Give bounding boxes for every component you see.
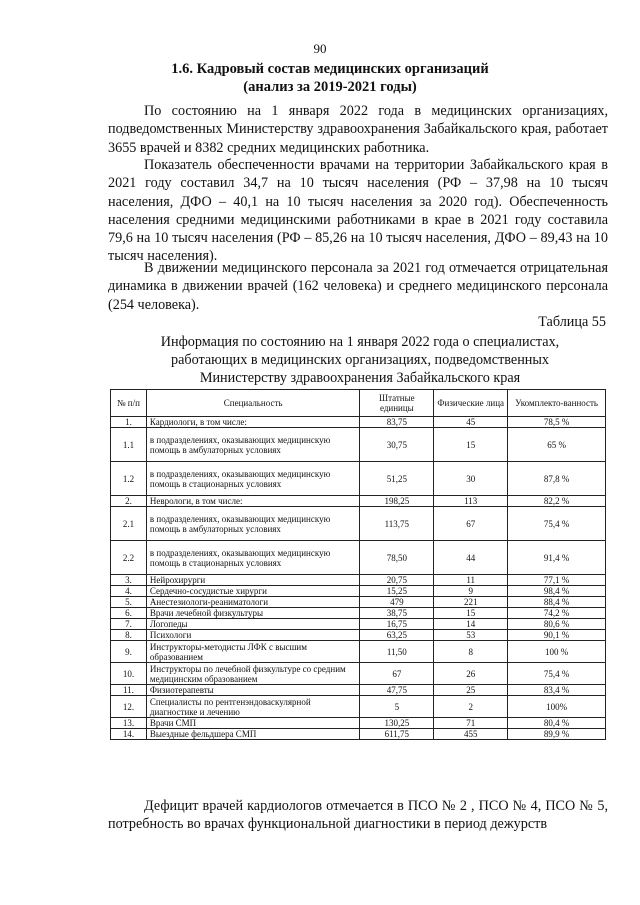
cell-physical-persons: 8 [434,641,508,663]
cell-num: 9. [111,641,147,663]
cell-specialty: Кардиологи, в том числе: [146,417,360,428]
specialists-table [110,389,606,740]
cell-staff-units: 30,75 [360,428,434,462]
cell-staff-units: 63,25 [360,630,434,641]
cell-physical-persons: 25 [434,685,508,696]
cell-staffing-level: 80,4 % [508,718,606,729]
cell-specialty: в подразделениях, оказывающих медицинскую помощь в амбулаторных условиях [146,428,360,462]
table-label: Таблица 55 [538,314,606,330]
table-row [111,507,606,541]
table-row [111,630,606,641]
page-number: 90 [313,41,327,56]
cell-staff-units: 130,25 [360,718,434,729]
cell-physical-persons: 9 [434,586,508,597]
section-heading [100,60,560,96]
cell-physical-persons: 44 [434,541,508,575]
cell-specialty: Анестезиологи-реаниматологи [146,597,360,608]
table-row [111,428,606,462]
cell-num: 10. [111,663,147,685]
cell-num: 1. [111,417,147,428]
cell-specialty: Сердечно-сосудистые хирурги [146,586,360,597]
table-row [111,462,606,496]
cell-staffing-level: 82,2 % [508,496,606,507]
caption-line-1: Информация по состоянию на 1 января 2022 года о специалистах, [160,334,560,350]
cell-staffing-level: 87,8 % [508,462,606,496]
cell-num: 8. [111,630,147,641]
cell-num: 5. [111,597,147,608]
cell-num: 13. [111,718,147,729]
cell-staffing-level: 75,4 % [508,507,606,541]
cell-specialty: Специалисты по рентгенэндоваскулярной диагностике и лечению [146,696,360,718]
header-num: № п/п [111,390,147,417]
table-row [111,685,606,696]
paragraph-personnel-movement: В движении медицинского персонала за 2021 год отмечается отрицательная динамика в движении врачей (162 человека) и среднего медицинского персонала (254 человека). [108,260,608,313]
table-row [111,597,606,608]
table-caption [120,333,600,387]
cell-staff-units: 51,25 [360,462,434,496]
cell-staff-units: 5 [360,696,434,718]
table-row [111,575,606,586]
cell-staff-units: 20,75 [360,575,434,586]
table-row [111,608,606,619]
cell-staff-units: 47,75 [360,685,434,696]
cell-specialty: Врачи СМП [146,718,360,729]
cell-staffing-level: 100% [508,696,606,718]
cell-num: 2.1 [111,507,147,541]
cell-specialty: Инструкторы-методисты ЛФК с высшим образованием [146,641,360,663]
cell-physical-persons: 26 [434,663,508,685]
cell-staffing-level: 80,6 % [508,619,606,630]
cell-num: 11. [111,685,147,696]
cell-staff-units: 113,75 [360,507,434,541]
cell-physical-persons: 11 [434,575,508,586]
header-specialty: Специальность [146,390,360,417]
cell-physical-persons: 45 [434,417,508,428]
cell-specialty: Нейрохирурги [146,575,360,586]
paragraph-provision-rate: Показатель обеспеченности врачами на территории Забайкальского края в 2021 году составил 34,7 на 10 тысяч населения (РФ – 37,98 на 10 тысяч населения, ДФО – 40,1 на 10 тысяч населения за 2020 год). Обеспеченность населения средними медицинскими работниками в крае в 2021 году составила 79,6 на 10 тысяч населения (РФ – 85,26 на 10 тысяч населения, ДФО – 89,43 на 10 тысяч населения). [108,157,608,265]
cell-staffing-level: 83,4 % [508,685,606,696]
cell-staff-units: 479 [360,597,434,608]
cell-specialty: Психологи [146,630,360,641]
cell-staffing-level: 65 % [508,428,606,462]
cell-staff-units: 83,75 [360,417,434,428]
cell-staff-units: 15,25 [360,586,434,597]
cell-physical-persons: 221 [434,597,508,608]
table-row [111,641,606,663]
cell-physical-persons: 15 [434,428,508,462]
cell-physical-persons: 113 [434,496,508,507]
table-row [111,619,606,630]
paragraph-staff-count: По состоянию на 1 января 2022 года в медицинских организациях, подведомственных Министерству здравоохранения Забайкальского края, работает 3655 врачей и 8382 средних медицинских работника. [108,103,608,156]
cell-staffing-level: 75,4 % [508,663,606,685]
table-row [111,729,606,740]
cell-num: 2.2 [111,541,147,575]
cell-staffing-level: 90,1 % [508,630,606,641]
cell-staffing-level: 78,5 % [508,417,606,428]
cell-specialty: Физиотерапевты [146,685,360,696]
cell-staff-units: 78,50 [360,541,434,575]
heading-line-2: (анализ за 2019-2021 годы) [243,79,417,95]
cell-physical-persons: 30 [434,462,508,496]
cell-staffing-level: 91,4 % [508,541,606,575]
table-row [111,417,606,428]
cell-num: 14. [111,729,147,740]
table-row [111,718,606,729]
cell-staffing-level: 98,4 % [508,586,606,597]
cell-specialty: Врачи лечебной физкультуры [146,608,360,619]
cell-specialty: в подразделениях, оказывающих медицинскую помощь в стационарных условиях [146,541,360,575]
heading-line-1: 1.6. Кадровый состав медицинских организаций [171,61,489,77]
cell-staffing-level: 74,2 % [508,608,606,619]
paragraph-deficit: Дефицит врачей кардиологов отмечается в ПСО № 2 , ПСО № 4, ПСО № 5, потребность во врачах функциональной диагностики в период дежурств [108,798,608,833]
cell-staff-units: 67 [360,663,434,685]
cell-num: 3. [111,575,147,586]
cell-specialty: в подразделениях, оказывающих медицинскую помощь в амбулаторных условиях [146,507,360,541]
cell-staff-units: 611,75 [360,729,434,740]
cell-staff-units: 16,75 [360,619,434,630]
caption-line-2: работающих в медицинских организациях, подведомственных [170,352,550,368]
table-row [111,496,606,507]
cell-physical-persons: 67 [434,507,508,541]
cell-staff-units: 11,50 [360,641,434,663]
cell-staffing-level: 88,4 % [508,597,606,608]
cell-num: 2. [111,496,147,507]
cell-specialty: Выездные фельдшера СМП [146,729,360,740]
cell-num: 6. [111,608,147,619]
cell-specialty: Инструкторы по лечебной физкультуре со средним медицинским образованием [146,663,360,685]
header-staff-units: Штатные единицы [360,390,434,417]
cell-num: 1.2 [111,462,147,496]
cell-physical-persons: 15 [434,608,508,619]
table-header-row [111,390,606,417]
cell-num: 4. [111,586,147,597]
cell-num: 1.1 [111,428,147,462]
cell-specialty: Логопеды [146,619,360,630]
cell-num: 7. [111,619,147,630]
cell-physical-persons: 71 [434,718,508,729]
cell-physical-persons: 14 [434,619,508,630]
cell-physical-persons: 455 [434,729,508,740]
header-physical-persons: Физические лица [434,390,508,417]
header-staffing-level: Укомплекто-ванность [508,390,606,417]
cell-physical-persons: 53 [434,630,508,641]
cell-specialty: в подразделениях, оказывающих медицинскую помощь в стационарных условиях [146,462,360,496]
cell-staff-units: 38,75 [360,608,434,619]
cell-staffing-level: 89,9 % [508,729,606,740]
cell-staffing-level: 77,1 % [508,575,606,586]
cell-staff-units: 198,25 [360,496,434,507]
caption-line-3: Министерству здравоохранения Забайкальского края [199,370,521,386]
cell-specialty: Неврологи, в том числе: [146,496,360,507]
table-row [111,696,606,718]
table-row [111,541,606,575]
table-row [111,663,606,685]
cell-staffing-level: 100 % [508,641,606,663]
cell-physical-persons: 2 [434,696,508,718]
cell-num: 12. [111,696,147,718]
table-row [111,586,606,597]
